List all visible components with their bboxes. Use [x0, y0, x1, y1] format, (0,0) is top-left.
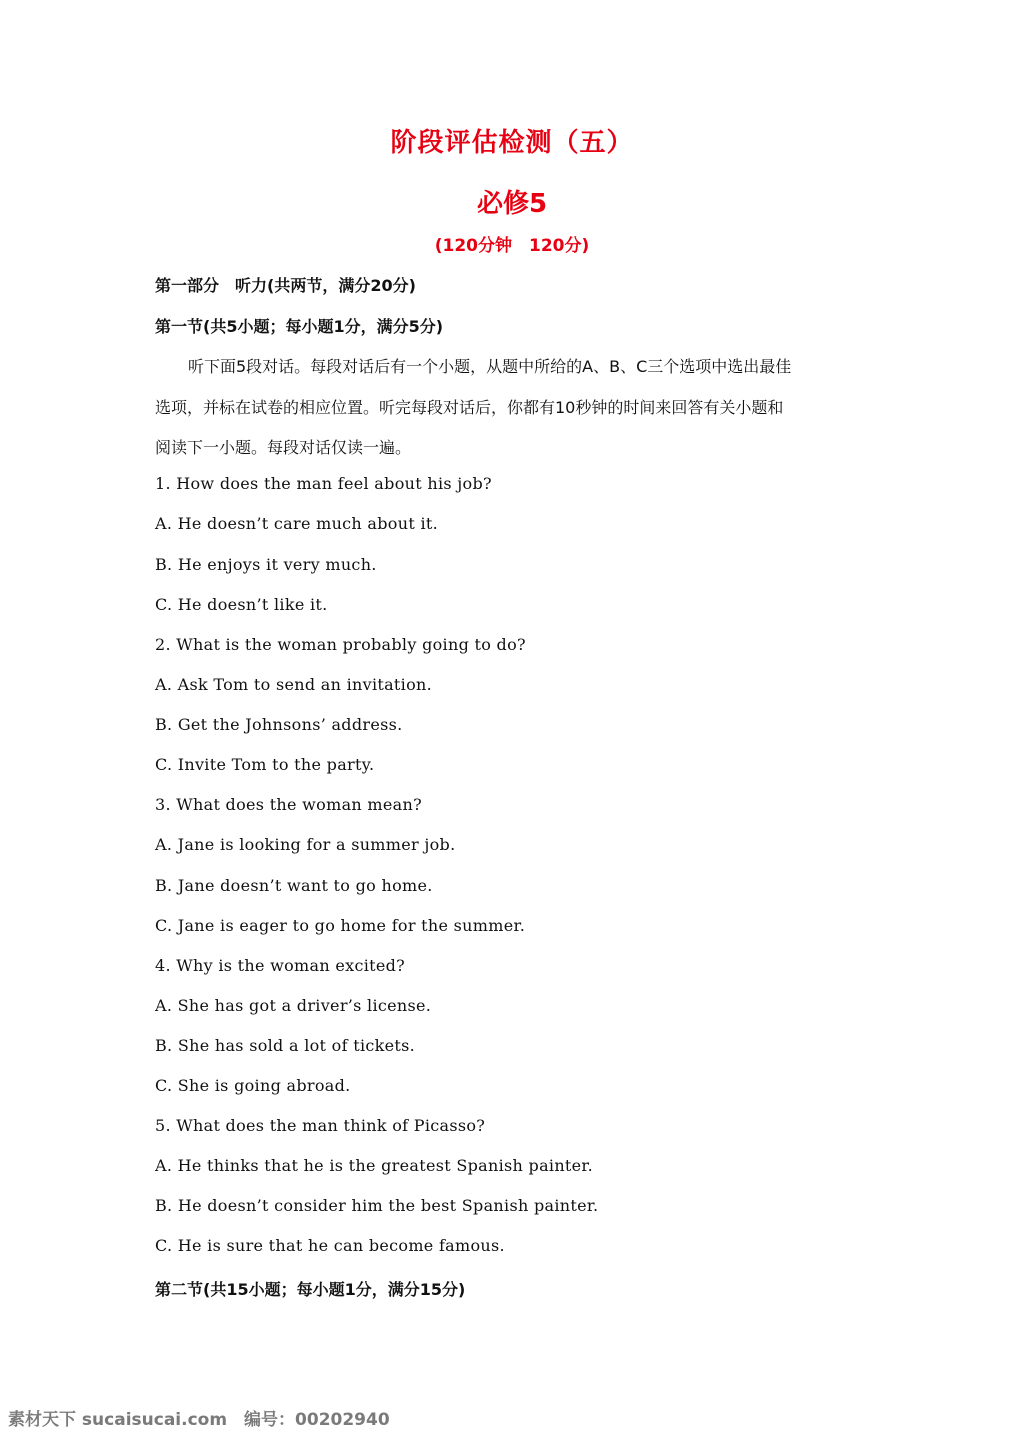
question-1-option-a: A. He doesn’t care much about it.: [155, 514, 438, 533]
question-5-option-b: B. He doesn’t consider him the best Spanish painter.: [155, 1196, 599, 1215]
part1-heading: 第一部分 听力(共两节，满分20分): [155, 276, 416, 295]
question-2-option-b: B. Get the Johnsons’ address.: [155, 715, 403, 734]
question-3-option-c: C. Jane is eager to go home for the summer.: [155, 916, 526, 935]
question-5-option-a: A. He thinks that he is the greatest Spanish painter.: [155, 1156, 594, 1175]
question-5-stem: 5. What does the man think of Picasso?: [155, 1116, 486, 1135]
time-score-line: (120分钟 120分): [434, 236, 590, 256]
instruction-line-3: 阅读下一小题。每段对话仅读一遍。: [155, 438, 412, 457]
question-5-option-c: C. He is sure that he can become famous.: [155, 1236, 505, 1255]
question-3-option-a: A. Jane is looking for a summer job.: [155, 835, 456, 854]
section2-heading: 第二节(共15小题；每小题1分，满分15分): [155, 1280, 466, 1299]
instruction-line-1: 听下面5段对话。每段对话后有一个小题，从题中所给的A、B、C三个选项中选出最佳: [188, 357, 792, 376]
question-4-option-a: A. She has got a driver’s license.: [155, 996, 432, 1015]
question-2-option-a: A. Ask Tom to send an invitation.: [155, 675, 433, 694]
question-3-stem: 3. What does the woman mean?: [155, 795, 422, 814]
question-4-stem: 4. Why is the woman excited?: [155, 956, 406, 975]
question-1-stem: 1. How does the man feel about his job?: [155, 474, 492, 493]
document-subtitle: 必修5: [476, 189, 548, 219]
section1-heading: 第一节(共5小题；每小题1分，满分5分): [155, 317, 444, 336]
document-title: 阶段评估检测（五）: [390, 128, 634, 158]
question-1-option-c: C. He doesn’t like it.: [155, 595, 328, 614]
question-4-option-c: C. She is going abroad.: [155, 1076, 351, 1095]
question-4-option-b: B. She has sold a lot of tickets.: [155, 1036, 416, 1055]
question-1-option-b: B. He enjoys it very much.: [155, 555, 377, 574]
instruction-line-2: 选项，并标在试卷的相应位置。听完每段对话后，你都有10秒钟的时间来回答有关小题和: [155, 398, 784, 417]
question-2-stem: 2. What is the woman probably going to do?: [155, 635, 526, 654]
question-3-option-b: B. Jane doesn’t want to go home.: [155, 876, 433, 895]
question-2-option-c: C. Invite Tom to the party.: [155, 755, 375, 774]
watermark-text: 素材天下 sucaisucai.com 编号：00202940: [8, 1410, 390, 1430]
